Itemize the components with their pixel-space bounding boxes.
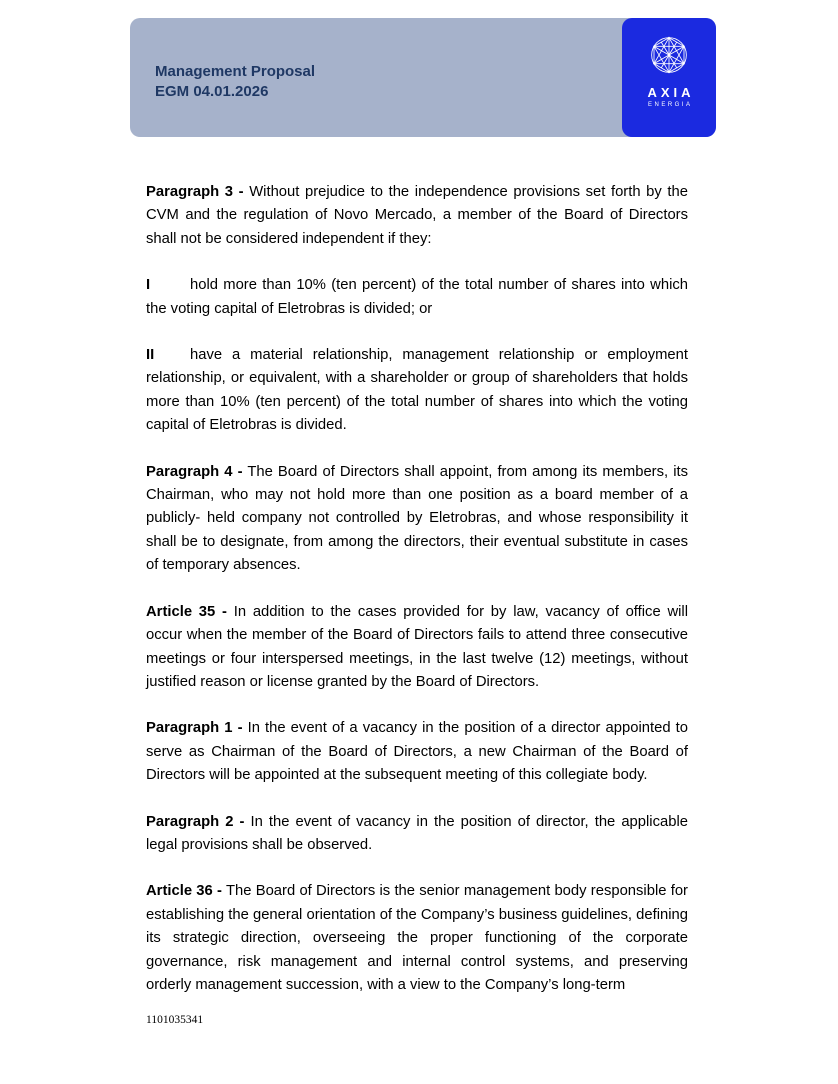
- logo-name: AXIA: [647, 85, 695, 100]
- geodesic-sphere-icon: [643, 29, 695, 81]
- document-footer: [146, 1014, 203, 1026]
- paragraph-label: Article 36 -: [146, 883, 222, 900]
- footer-code: 1101035341: [146, 1014, 204, 1026]
- paragraph-label: Paragraph 2 -: [146, 813, 245, 830]
- header-title-line2: EGM 04.01.2026: [155, 83, 269, 100]
- document-body: [146, 181, 688, 997]
- paragraph-label: Paragraph 3 -: [146, 184, 244, 200]
- clause-text: have a material relationship, management relationship or employment relationship, or equivalent, with a shareholder or group of shareholders that holds more than 10% (ten percent) of the total number of shares into which the voting capital of Eletrobras is divided.: [146, 347, 688, 434]
- logo-subtitle: ENERGIA: [647, 102, 693, 108]
- article-35: [146, 601, 688, 695]
- paragraph-text: The Board of Directors shall appoint, from among its members, its Chairman, who may not hold more than one position as a board member of a publicly- held company not controlled by Eletrobras, and whose responsibility it shall be to designate, from among the directors, their eventual substitute in cases of temporary absences.: [146, 463, 688, 574]
- paragraph-1: [146, 717, 688, 787]
- axia-logo: [622, 18, 716, 137]
- paragraph-label: Article 35 -: [146, 603, 227, 620]
- clause-text: hold more than 10% (ten percent) of the total number of shares into which the voting capital of Eletrobras is divided; or: [146, 277, 688, 317]
- paragraph-text: Without prejudice to the independence provisions set forth by the CVM and the regulation of Novo Mercado, a member of the Board of Directors shall not be considered independent if they:: [146, 184, 688, 247]
- clause-ii: [146, 344, 688, 438]
- header-title-line1: Management Proposal: [155, 63, 316, 80]
- paragraph-label: Paragraph 4 -: [146, 463, 243, 480]
- document-header: [130, 18, 716, 137]
- paragraph-2: [146, 811, 688, 858]
- clause-i: [146, 274, 688, 321]
- paragraph-text: In the event of a vacancy in the position of a director appointed to serve as Chairman of the Board of Directors, a new Chairman of the Board of Directors will be appointed at the subsequent meeting of this collegiate body.: [146, 720, 688, 784]
- clause-label: II: [146, 347, 155, 364]
- paragraph-label: Paragraph 1 -: [146, 720, 243, 737]
- clause-label: I: [146, 277, 151, 294]
- article-36: [146, 880, 688, 997]
- paragraph-4: [146, 461, 688, 578]
- paragraph-text: The Board of Directors is the senior management body responsible for establishing the general orientation of the Company’s business guidelines, defining its strategic direction, overseeing the proper functioning of the corporate governance, risk management and internal control systems, and preserving orderly management succession, with a view to the Company’s long-term: [146, 883, 688, 993]
- paragraph-text: In the event of vacancy in the position of director, the applicable legal provisions shall be observed.: [146, 813, 688, 853]
- paragraph-text: In addition to the cases provided for by law, vacancy of office will occur when the member of the Board of Directors fails to attend three consecutive meetings or four interspersed meetings, in the last twelve (12) meetings, without justified reason or license granted by the Board of Directors.: [146, 603, 688, 690]
- paragraph-3: [146, 181, 688, 251]
